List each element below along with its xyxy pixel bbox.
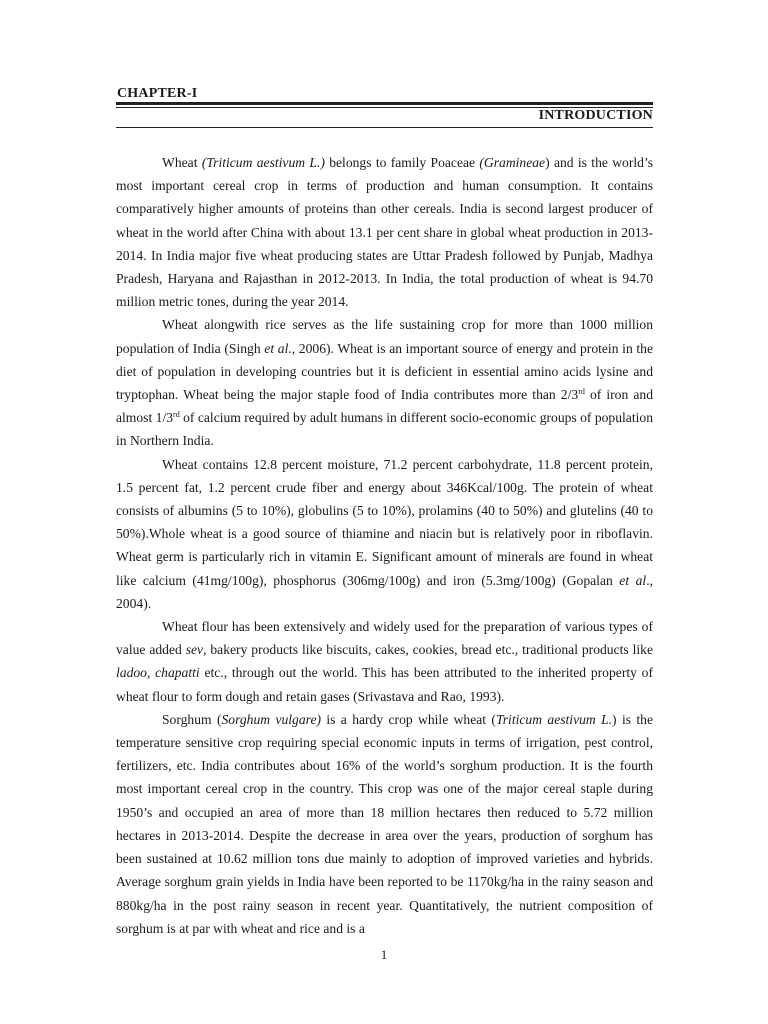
text-run: ) is the temperature sensitive crop requiring special economic inputs in terms of irrigation, pest control, fertilizers, etc. India contributes about 16% of the world’s sorghum production. It is the fourth most important cereal crop in the country. This crop was one of the major cereal staple during 1950’s and occupied an area of more than 18 million hectares then reduced to 5.72 million hectares in 2013-2014. Despite the decrease in area over the years, production of sorghum has been sustained at 10.62 million tons due mainly to adoption of improved varieties and hybrids. Average sorghum grain yields in India have been reported to be 1170kg/ha in the rainy season and 880kg/ha in the post rainy season in recent year. Quantitatively, the nutrient composition of sorghum is at par with wheat and rice and is a (116, 711, 653, 936)
scientific-name: (Gramineae (479, 155, 546, 170)
text-run: Wheat (162, 155, 202, 170)
text-run: Sorghum ( (162, 711, 222, 727)
scientific-name: Triticum aestivum L. (495, 711, 613, 727)
scientific-name: (Triticum aestivum L.) (201, 155, 325, 170)
text-run: Wheat contains 12.8 percent moisture, 71.2 percent carbohydrate, 11.8 percent protein, 1.5 percent fat, 1.2 percent crude fiber and energy about 346Kcal/100g. The protein of wheat consists of albumins (5 to 10%), globulins (5 to 10%), prolamins (40 to 50%) and glutelins (40 to 50%).Whole wheat is a good source of thiamine and niacin but is relatively poor in riboflavin. Wheat germ is particularly rich in vitamin E. Significant amount of minerals are found in wheat like calcium (41mg/100g), phosphorus (306mg/100g) and iron (5.3mg/100g) (Gopalan (116, 456, 653, 588)
citation-italic: et al. (264, 340, 292, 356)
paragraph-4 (116, 615, 653, 708)
text-run: etc., through out the world. This has been attributed to the inherited property of wheat flour to form dough and retain gases (Srivastava and Rao, 1993). (116, 665, 653, 704)
text-run: of iron and almost 1/3 (116, 387, 653, 426)
paragraph-2 (116, 313, 653, 452)
text-run: , 2006). Wheat is an important source of energy and protein in the diet of population in developing countries but it is deficient in essential amino acids lysine and tryptophan. Wheat being the major staple food of India contributes more than 2/3 (116, 340, 654, 403)
text-run: is a hardy crop while wheat ( (321, 711, 496, 727)
page-number: 1 (380, 947, 388, 962)
text-run: belongs to family Poaceae (324, 155, 480, 170)
scientific-name: Sorghum vulgare) (221, 711, 321, 727)
text-run: ., 2004). (116, 572, 653, 611)
product-name-italic: ladoo, chapatti (116, 665, 200, 681)
chapter-label: CHAPTER-I (117, 86, 198, 101)
section-title-rule (116, 127, 653, 128)
text-run: Wheat flour has been extensively and widely used for the preparation of various types of value added (116, 619, 653, 658)
paragraph-3 (116, 453, 653, 615)
text-run: Wheat alongwith rice serves as the life sustaining crop for more than 1000 million population of India (Singh (116, 317, 653, 356)
header-rule-thick (116, 102, 653, 105)
text-run: of calcium required by adult humans in different socio-economic groups of population in Northern India. (116, 410, 653, 449)
paragraph-1 (116, 151, 653, 313)
superscript: rd (173, 410, 180, 420)
citation-italic: et al (619, 572, 647, 588)
superscript: rd (578, 387, 585, 397)
product-name-italic: sev (185, 642, 204, 658)
paragraph-5 (116, 708, 653, 940)
section-title: INTRODUCTION (538, 108, 653, 123)
text-run: ) and is the world’s most important cereal crop in terms of production and human consumption. It contains comparatively higher amounts of proteins than other cereals. India is second largest producer of wheat in the world after China with about 13.1 per cent share in global wheat production in 2013-2014. In India major five wheat producing states are Uttar Pradesh followed by Punjab, Madhya Pradesh, Haryana and Rajasthan in 2012-2013. In India, the total production of wheat is 94.70 million metric tones, during the year 2014. (116, 155, 654, 310)
body-text (116, 151, 653, 940)
text-run: , bakery products like biscuits, cakes, cookies, bread etc., traditional products like (203, 642, 653, 658)
